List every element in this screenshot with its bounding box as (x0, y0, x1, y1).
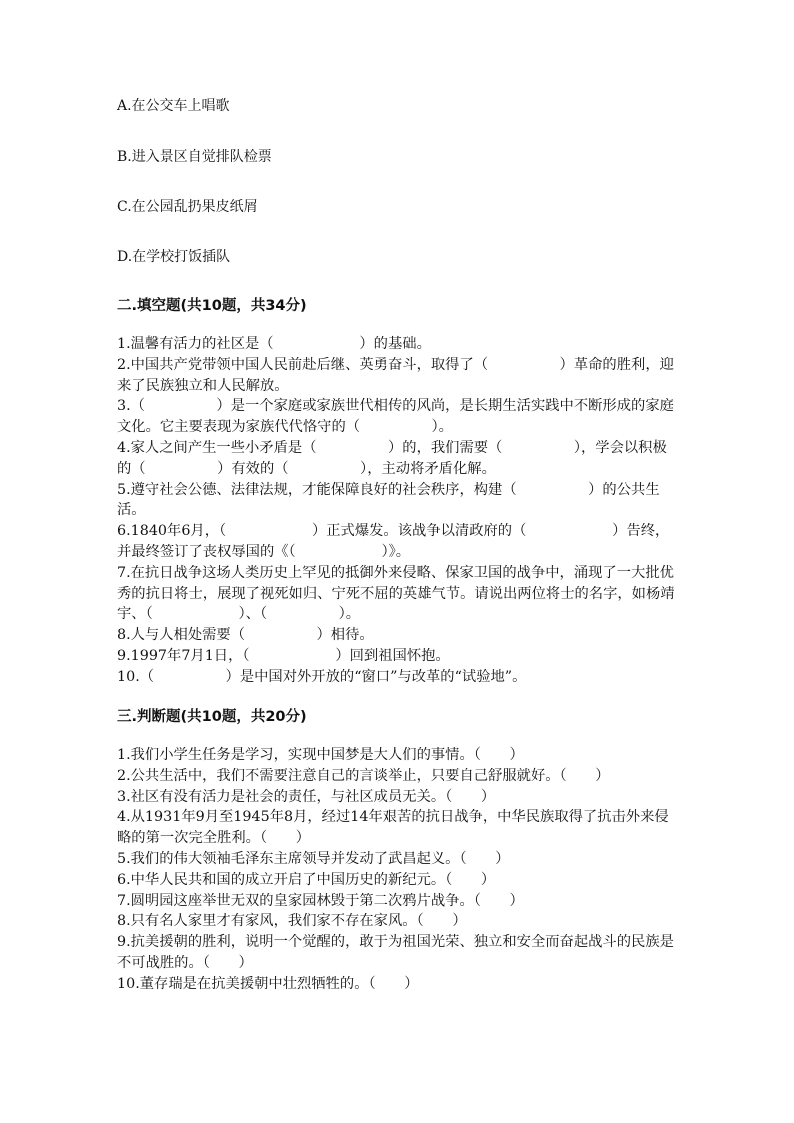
fill-blank-questions (117, 334, 677, 688)
true-false-question: 5.我们的伟大领袖毛泽东主席领导并发动了武昌起义。（ ） (117, 850, 510, 867)
true-false-question: 7.圆明园这座举世无双的皇家园林毁于第二次鸦片战争。（ ） (117, 892, 524, 909)
fill-blank-question: 7.在抗日战争这场人类历史上罕见的抵御外来侵略、保家卫国的战争中，涌现了一大批优秀的抗日将士，展现了视死如归、宁死不屈的英雄气节。请说出两位将士的名字，如杨靖宇、（ ）、（ ）。 (117, 564, 675, 623)
fill-blank-question: 10.（ ）是中国对外开放的“窗口”与改革的“试验地”。 (117, 668, 527, 685)
true-false-question: 4.从1931年9月至1945年8月，经过14年艰苦的抗日战争，中华民族取得了抗击外来侵略的第一次完全胜利。（ ） (117, 809, 669, 847)
section-fill-blank-title: 二.填空题(共10题，共34分) (117, 298, 307, 314)
true-false-question: 2.公共生活中，我们不需要注意自己的言谈举止，只要自己舒服就好。（ ） (117, 767, 610, 784)
fill-blank-question: 9.1997年7月1日，（ ）回到祖国怀抱。 (117, 647, 450, 664)
fill-blank-question: 6.1840年6月，（ ）正式爆发。该战争以清政府的（ ）告终，并最终签订了丧权辱国的《（ ）》。 (117, 523, 670, 560)
true-false-question: 8.只有名人家里才有家风，我们家不存在家风。（ ） (117, 913, 467, 930)
true-false-questions (117, 745, 677, 995)
section-true-false-title: 三.判断题(共10题，共20分) (117, 709, 307, 725)
option-d: D.在学校打饭插队 (117, 249, 231, 265)
fill-blank-question: 5.遵守社会公德、法律法规，才能保障良好的社会秩序，构建（ ）的公共生活。 (117, 481, 660, 519)
fill-blank-question: 2.中国共产党带领中国人民前赴后继、英勇奋斗，取得了（ ）革命的胜利，迎来了民族独立和人民解放。 (117, 356, 674, 394)
true-false-question: 3.社区有没有活力是社会的责任，与社区成员无关。（ ） (117, 788, 496, 805)
fill-blank-question: 8.人与人相处需要（ ）相待。 (117, 627, 374, 644)
fill-blank-question: 3.（ ）是一个家庭或家族世代相传的风尚，是长期生活实践中不断形成的家庭文化。它主要表现为家族代代恪守的（ ）。 (117, 398, 674, 436)
option-c: C.在公园乱扔果皮纸屑 (117, 199, 258, 215)
true-false-question: 1.我们小学生任务是学习，实现中国梦是大人们的事情。（ ） (117, 747, 524, 763)
fill-blank-question: 4.家人之间产生一些小矛盾是（ ）的，我们需要（ ），学会以积极的（ ）有效的（ ），主动将矛盾化解。 (117, 439, 667, 477)
option-b: B.进入景区自觉排队检票 (117, 149, 272, 165)
true-false-question: 6.中华人民共和国的成立开启了中国历史的新纪元。（ ） (117, 871, 496, 888)
option-a: A.在公交车上唱歌 (117, 98, 230, 114)
true-false-question: 9.抗美援朝的胜利，说明一个觉醒的，敢于为祖国光荣、独立和安全而奋起战斗的民族是不可战胜的。（ ） (117, 934, 674, 971)
true-false-question: 10.董存瑞是在抗美援朝中壮烈牺牲的。（ ） (117, 975, 419, 992)
fill-blank-question: 1.温馨有活力的社区是（ ）的基础。 (117, 336, 431, 352)
